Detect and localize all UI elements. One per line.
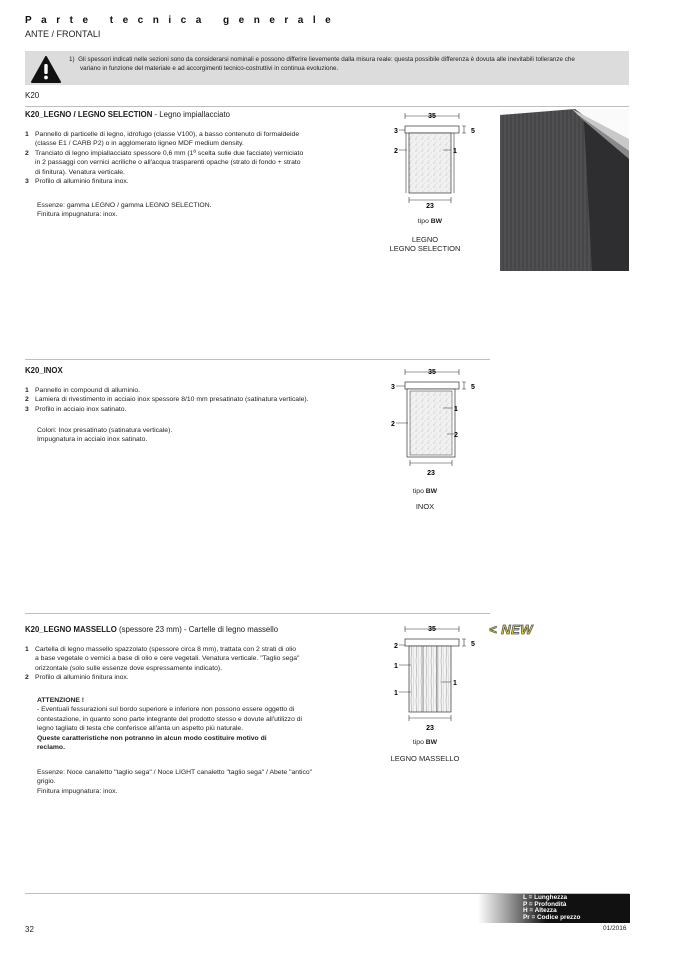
diagram-type-legno: tipo BW (417, 218, 443, 225)
divider (25, 106, 629, 107)
svg-text:23: 23 (426, 725, 434, 732)
section-title-main: K20_LEGNO / LEGNO SELECTION (25, 110, 153, 119)
svg-text:1: 1 (453, 680, 457, 687)
svg-text:2: 2 (454, 432, 458, 439)
section-list-legno (25, 130, 365, 186)
list-item: 2 Tranciato di legno impiallacciato spessore 0,6 mm (1ª scelta sulle due facciate) verniciato (25, 149, 304, 157)
section-list-inox (25, 386, 365, 414)
section-diagram-massello (385, 621, 495, 739)
list-item: 3 Profilo in acciaio inox satinato. (25, 405, 127, 413)
list-item: 1 Pannello di particelle di legno, idrofugo (classe V100), a basso contenuto di formaldeide (25, 131, 300, 138)
warning-line-1: Gli spessori indicati nelle sezioni sono da considerarsi nominali e possono differire lievemente dalla misura reale: questa possibile differenza è dovuta alle inevitabili tolleranze che (78, 56, 575, 63)
new-badge: < NEW (489, 622, 534, 637)
dim-bottom: 23 (426, 203, 434, 210)
section-notes-inox: Colori: Inox presatinato (satinatura verticale). Impugnatura in acciaio inox satinato. (37, 427, 173, 444)
legend: L = Lunghezza P = Profondità H = Altezza Pr = Codice prezzo (523, 894, 581, 921)
svg-text:35: 35 (428, 369, 436, 376)
divider (25, 613, 490, 614)
list-item-cont: di finitura). Venatura verticale. (35, 168, 125, 176)
warning-text (69, 55, 625, 73)
label-1: 1 (453, 148, 457, 155)
label-2: 2 (394, 148, 398, 155)
section-title-suffix: - Legno impiallacciato (152, 110, 230, 119)
svg-text:5: 5 (471, 384, 475, 391)
warning-line-2: variano in funzione del materiale e ad accorgimenti tecnico-costruttivi in continua evoluzione. (80, 65, 339, 72)
svg-text:5: 5 (471, 641, 475, 648)
section-diagram-inox (385, 364, 495, 482)
svg-text:2: 2 (391, 421, 395, 428)
page-header-title: Parte tecnica generale (25, 15, 341, 26)
section-title-massello: K20_LEGNO MASSELLO (spessore 23 mm) - Cartelle di legno massello (25, 625, 279, 634)
svg-text:1: 1 (394, 663, 398, 670)
edition-date: 01/2016 (603, 925, 627, 932)
section-notes-legno: Essenze: gamma LEGNO / gamma LEGNO SELECTION. Finitura impugnatura: inox. (37, 202, 212, 219)
divider (25, 359, 490, 360)
svg-text:3: 3 (391, 384, 395, 391)
list-item: 2 Lamiera di rivestimento in acciaio inox spessore 8/10 mm presatinato (satinatura verticale). (25, 396, 309, 404)
attention-block: ATTENZIONE ! - Eventuali fessurazioni sul bordo superiore e inferiore non possono essere oggetto di contestazione, in quanto sono parte integrante del prodotto stesso e dovute all'utilizzo di legno tagliato di testa che conferisce all'anta un aspetto più naturale. Queste caratteristiche non potranno in alcun modo costituire motivo di reclamo. (37, 696, 357, 752)
svg-text:1: 1 (394, 690, 398, 697)
diagram-caption-legno: LEGNO LEGNO SELECTION (389, 235, 461, 253)
label-3: 3 (394, 128, 398, 135)
svg-text:2: 2 (394, 643, 398, 650)
list-item: 3 Profilo di alluminio finitura inox. (25, 178, 129, 186)
list-item: 1 Pannello in compound di alluminio. (25, 387, 141, 394)
section-title-inox: K20_INOX (25, 366, 63, 375)
dim-side: 5 (471, 128, 475, 135)
section-notes-massello: Essenze: Noce canaletto "taglio sega" / Noce LIGHT canaletto "taglio sega" / Abete "antico" grigio. Finitura impugnatura: inox. (37, 769, 313, 795)
diagram-caption-massello: LEGNO MASSELLO (390, 754, 460, 763)
list-item: 1 Cartella di legno massello spazzolato (spessore circa 8 mm), trattata con 2 strati di olio (25, 646, 297, 653)
warning-icon (31, 56, 61, 83)
diagram-type-inox: tipo BW (412, 488, 438, 495)
svg-text:23: 23 (427, 470, 435, 477)
list-item: 2 Profilo di alluminio finitura inox. (25, 674, 129, 682)
page-number: 32 (25, 925, 34, 934)
page-header-subtitle: ANTE / FRONTALI (25, 29, 101, 39)
section-title-legno (25, 110, 230, 119)
diagram-type-massello: tipo BW (412, 739, 438, 746)
section-list-massello: 1 Cartella di legno massello spazzolato (spessore circa 8 mm), trattata con 2 strati di olio a base vegetale o vernici a base di olio e cere vegetali. Venatura verticale. "Taglio sega" orizzontale (solo sulle essenze dove espressamente indicato). 2 Profilo di alluminio finitura inox. (25, 645, 365, 683)
section-diagram-legno (385, 108, 495, 226)
model-code: K20 (25, 91, 40, 100)
dim-top: 35 (428, 113, 436, 120)
warning-number: 1) (69, 56, 75, 63)
svg-text:35: 35 (428, 626, 436, 633)
svg-text:1: 1 (454, 406, 458, 413)
attention-heading: ATTENZIONE ! (37, 697, 85, 704)
diagram-caption-inox: INOX (415, 502, 435, 511)
product-photo-legno (500, 109, 629, 271)
list-item-cont: in 2 passaggi con vernici acriliche o all'acqua trasparenti opache (strato di fondo + strato (35, 159, 301, 167)
list-item-cont: (classe E1 / CARB P2) o in agglomerato ligneo MDF medium density. (35, 140, 244, 148)
